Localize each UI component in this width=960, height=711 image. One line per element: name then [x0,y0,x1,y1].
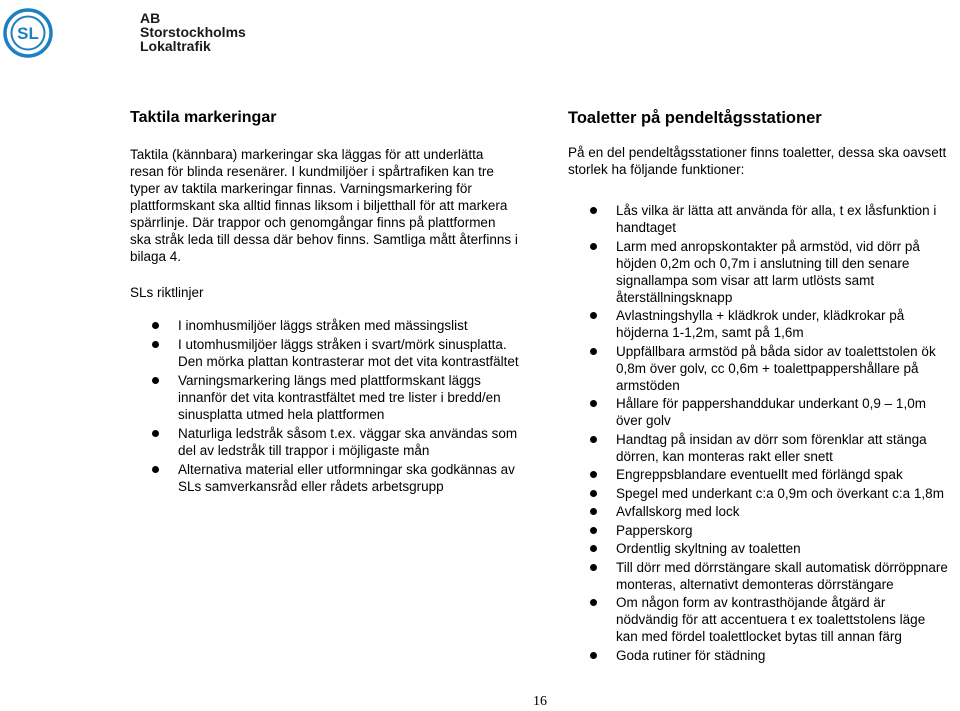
list-item [568,238,948,306]
bullet-icon [590,599,597,606]
list-item-text: Om någon form av kontrasthöjande åtgärd är nödvändig för att accentuera t ex toalettstolens läge kan med fördel toalettlocket bytas till annan färg [616,595,926,644]
left-column [130,108,520,497]
list-item-text: Papperskorg [616,522,693,538]
bullet-icon [590,652,597,659]
list-item-text: Handtag på insidan av dörr som förenklar att stänga dörren, kan monteras rakt eller snett [616,431,927,464]
section-paragraph: På en del pendeltågsstationer finns toaletter, dessa ska oavsett storlek ha följande funktioner: [568,145,947,177]
list-item [568,594,948,645]
bullet-icon [590,545,597,552]
section-paragraph: Taktila (kännbara) markeringar ska läggas för att underlätta resan för blinda resenärer. I kundmiljöer i spårtrafiken kan tre typer av taktila markeringar finnas. Varningsmarkering för plattformskant ska alltid finnas liksom i biljetthall för att markera spärrlinje. Där trappor och genomgångar finns på plattformen ska stråk leda till dessa där behov finns. Samtliga mått återfinns i bilaga 4. [130,147,518,264]
list-item-text: Spegel med underkant c:a 0,9m och överkant c:a 1,8m [616,485,944,501]
bullet-icon [590,243,597,250]
company-line: Lokaltrafik [140,38,211,54]
list-item [130,425,520,459]
list-item-text: Avlastningshylla + klädkrok under, klädkrokar på höjderna 1-1,2m, samt på 1,6m [616,308,905,340]
list-item-text: Engreppsblandare eventuellt med förlängd spak [616,467,903,482]
bullet-icon [590,348,597,355]
list-item [568,466,948,483]
list-item-text: Lås vilka är lätta att använda för alla, t ex låsfunktion i handtaget [616,203,937,235]
section-heading: Toaletter på pendeltågsstationer [568,109,822,127]
company-line: AB [140,10,161,26]
list-item [568,540,948,557]
list-item [130,317,520,334]
page-number: 16 [533,694,547,709]
list-item-text: Avfallskorg med lock [616,504,740,519]
list-item [130,372,520,423]
subheading: SLs riktlinjer [130,285,204,300]
bullet-icon [590,471,597,478]
list-item [568,307,948,341]
list-item [568,485,948,502]
section-heading: Taktila markeringar [130,109,277,126]
sl-logo-text: SL [17,24,39,43]
sl-logo-icon [3,8,53,58]
list-item-text: Goda rutiner för städning [616,647,766,663]
bullet-icon [590,312,597,319]
bullet-icon [152,322,159,329]
guideline-list [130,317,520,495]
list-item [568,503,948,520]
bullet-icon [590,508,597,515]
toilet-function-list [568,202,948,664]
bullet-icon [590,527,597,534]
list-item-text: I inomhusmiljöer läggs stråken med mässingslist [178,318,468,333]
list-item-text: Varningsmarkering längs med plattformskant läggs innanför det vita kontrastfältet med tre lister i bredd/en sinusplatta utmed hela plattformen [178,373,501,422]
list-item-text: Till dörr med dörrstängare skall automatisk dörröppnare monteras, alternativt demonteras dörrstängare [616,559,948,592]
bullet-icon [152,430,159,437]
list-item-text: Hållare för pappershanddukar underkant 0,9 – 1,0m över golv [616,396,926,428]
list-item [130,461,520,495]
list-item-text: Naturliga ledstråk såsom t.ex. väggar ska användas som del av ledstråk till trappor i möjligaste mån [178,426,518,458]
list-item [568,395,948,429]
list-item [568,431,948,465]
list-item-text: Ordentlig skyltning av toaletten [616,541,801,556]
company-line: Storstockholms [140,24,246,40]
bullet-icon [590,207,597,214]
list-item-text: Uppfällbara armstöd på båda sidor av toalettstolen ök 0,8m över golv, cc 0,6m + toalettpappershållare på armstöden [616,343,936,393]
bullet-icon [152,466,159,473]
bullet-icon [590,564,597,571]
bullet-icon [590,436,597,443]
list-item [568,647,948,664]
bullet-icon [152,377,159,384]
list-item-text: Alternativa material eller utformningar ska godkännas av SLs samverkansråd eller rådets arbetsgrupp [178,462,515,494]
bullet-icon [590,400,597,407]
list-item [568,202,948,236]
list-item [568,522,948,539]
company-name [140,11,246,53]
list-item [568,343,948,394]
right-column [568,108,948,665]
bullet-icon [152,341,159,348]
list-item [130,336,520,370]
bullet-icon [590,490,597,497]
list-item [568,559,948,593]
list-item-text: I utomhusmiljöer läggs stråken i svart/mörk sinusplatta. Den mörka plattan kontrasterar mot det vita kontrastfältet [178,337,519,369]
list-item-text: Larm med anropskontakter på armstöd, vid dörr på höjden 0,2m och 0,7m i anslutning till den senare signallampa som visar att larm utlösts samt återställningsknapp [616,238,920,305]
